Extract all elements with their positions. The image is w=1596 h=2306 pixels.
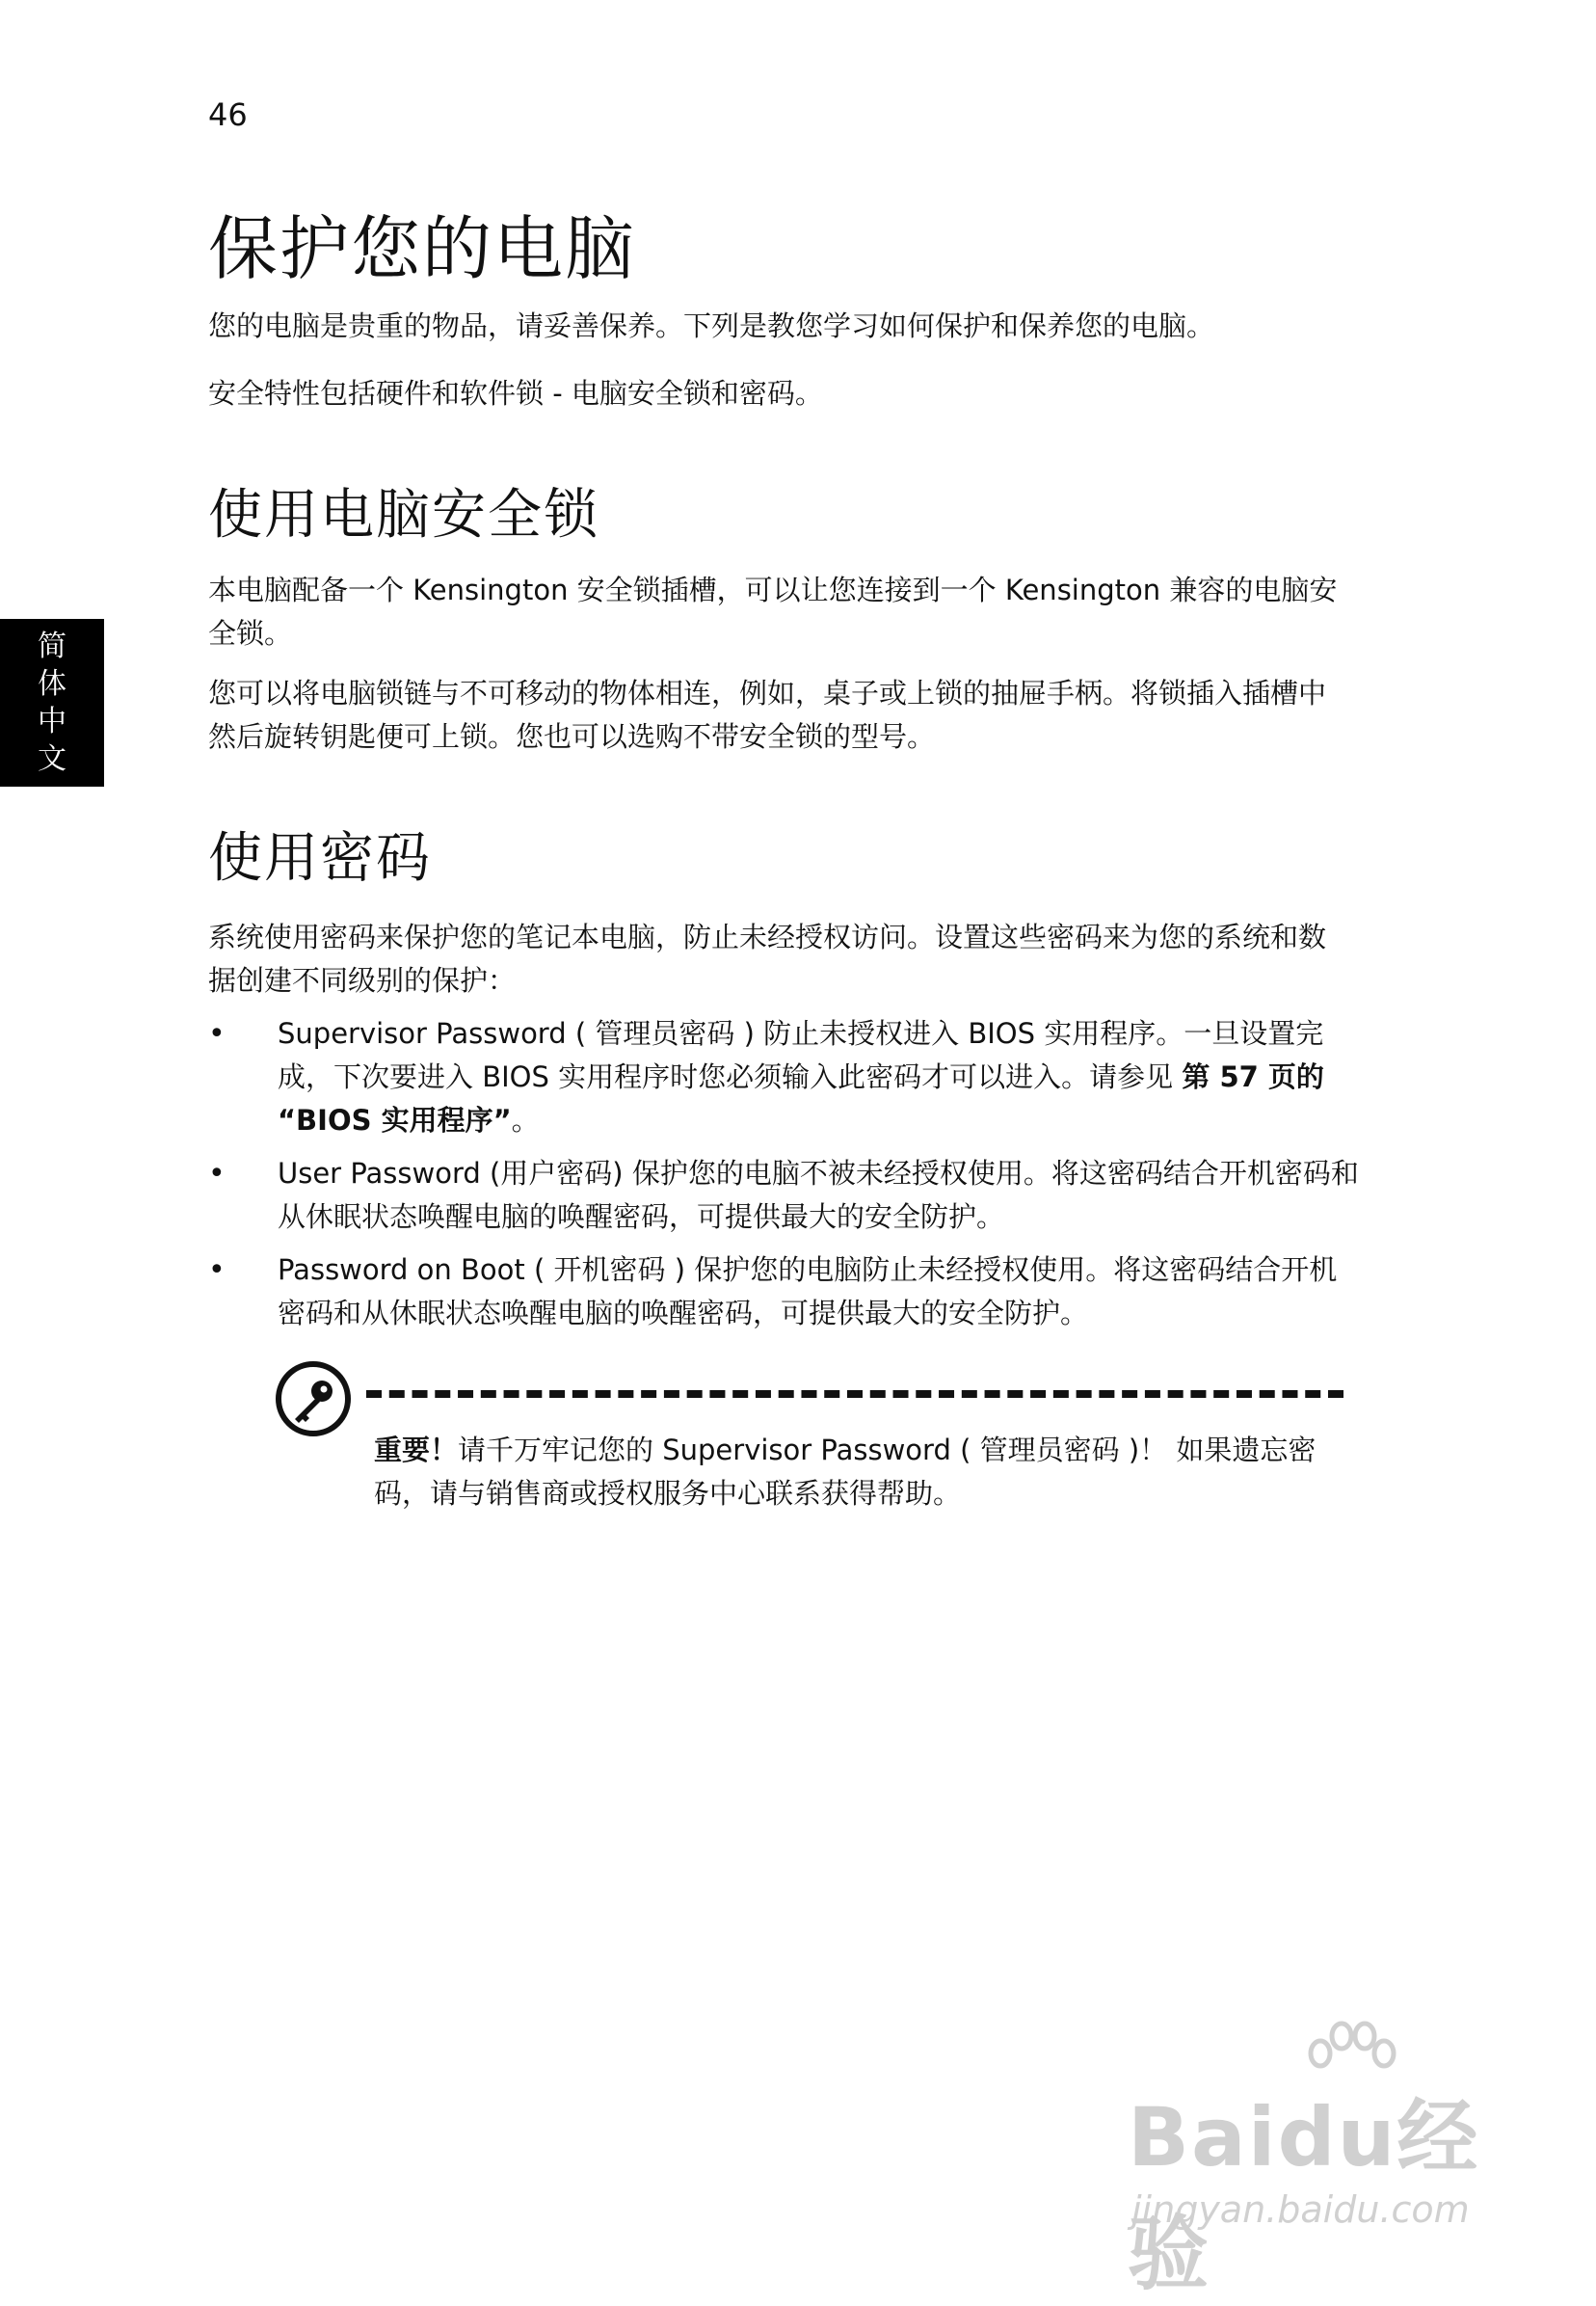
list-item — [208, 1152, 1365, 1239]
bullet-text: Password on Boot ( 开机密码 ) 保护您的电脑防止未经授权使用。将这密码结合开机密码和从休眠状态唤醒电脑的唤醒密码，可提供最大的安全防护。 — [278, 1253, 1338, 1329]
bullet-text: Supervisor Password ( 管理员密码 ) 防止未授权进入 BIOS 实用程序。一旦设置完成，下次要进入 BIOS 实用程序时您必须输入此密码才可以进入。请参见 — [278, 1017, 1324, 1093]
section-heading-lock: 使用电脑安全锁 — [208, 484, 599, 547]
bullet-icon: • — [208, 1157, 226, 1191]
note-divider — [366, 1390, 1343, 1398]
intro-paragraph: 安全特性包括硬件和软件锁 - 电脑安全锁和密码。 — [208, 377, 823, 410]
side-tab-char: 中 — [38, 705, 66, 738]
note-lead: 重要！ — [374, 1434, 459, 1466]
watermark-logo: Baidu经验 — [1128, 2090, 1480, 2301]
cross-reference-link[interactable]: 第 57 页的 “BIOS 实用程序” — [278, 1060, 1324, 1137]
intro-paragraph: 您的电脑是贵重的物品，请妥善保养。下列是教您学习如何保护和保养您的电脑。 — [208, 309, 1215, 342]
section-heading-password: 使用密码 — [208, 827, 432, 890]
bullet-text: User Password (用户密码) 保护您的电脑不被未经授权使用。将这密码结合开机密码和从休眠状态唤醒电脑的唤醒密码，可提供最大的安全防护。 — [278, 1157, 1359, 1233]
side-tab-char: 体 — [38, 667, 66, 701]
password-list — [208, 1012, 1365, 1345]
lock-paragraph: 您可以将电脑锁链与不可移动的物体相连，例如，桌子或上锁的抽屉手柄。将锁插入插槽中然后旋转钥匙便可上锁。您也可以选购不带安全锁的型号。 — [208, 677, 1327, 753]
key-icon — [274, 1359, 353, 1438]
watermark-url: jingyan.baidu.com — [1131, 2188, 1470, 2231]
bullet-icon: • — [208, 1017, 226, 1051]
bullet-text-tail: 。 — [511, 1104, 540, 1137]
bullet-icon: • — [208, 1253, 226, 1287]
side-tab-char: 文 — [38, 742, 66, 776]
lock-paragraph: 本电脑配备一个 Kensington 安全锁插槽，可以让您连接到一个 Kensington 兼容的电脑安全锁。 — [208, 574, 1338, 650]
side-tab-char: 简 — [38, 630, 66, 663]
page-title: 保护您的电脑 — [208, 208, 637, 289]
note-body: 请千万牢记您的 Supervisor Password ( 管理员密码 )！ 如果遗忘密码，请与销售商或授权服务中心联系获得帮助。 — [374, 1434, 1317, 1510]
list-item — [208, 1248, 1365, 1335]
page-number: 46 — [208, 96, 248, 133]
language-side-tab — [0, 619, 104, 787]
watermark — [1118, 2015, 1503, 2301]
password-paragraph: 系统使用密码来保护您的笔记本电脑，防止未经授权访问。设置这些密码来为您的系统和数据创建不同级别的保护： — [208, 921, 1327, 997]
list-item — [208, 1012, 1365, 1142]
important-note — [374, 1429, 1338, 1515]
